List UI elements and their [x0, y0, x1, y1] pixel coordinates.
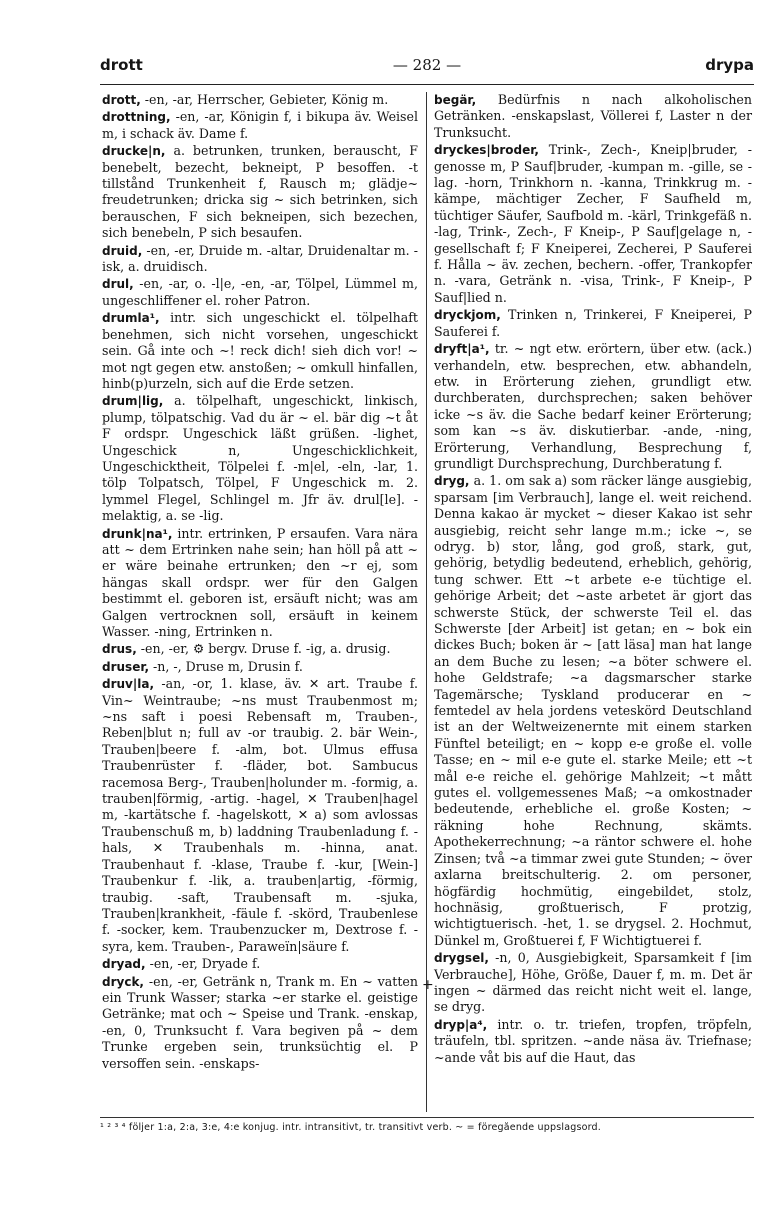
margin-mark: +	[422, 977, 434, 993]
entry-headword: dryckjom,	[434, 308, 501, 323]
dictionary-entry	[434, 307, 752, 340]
dictionary-entry	[434, 1017, 752, 1066]
entry-headword: drunk|na¹,	[102, 526, 173, 541]
page-header	[100, 56, 754, 82]
entry-headword: druser,	[102, 659, 150, 674]
entry-headword: drott,	[102, 93, 141, 107]
entry-definition: intr. o. tr. triefen, tropfen, tröpfeln, träufeln, tbl. spritzen. ~ande näsa äv. Triefnase; ~ande våt bis auf die Haut, das	[434, 1016, 752, 1065]
entry-definition: intr. ertrinken, P ersaufen. Vara nära att ~ dem Ertrinken nahe sein; han höll på att ~ er wäre beinahe ertrunken; den ~r ej, som hängas skall ordspr. wer für den Galgen bestimmt el. geboren ist, ersäuft nicht; was am Galgen vertrocknen soll, ersäuft in keinem Wasser. -ning, Ertrinken n.	[102, 525, 418, 639]
entry-definition: Trinken n, Trinkerei, F Kneiperei, P Sauferei f.	[434, 307, 752, 339]
left-column	[102, 92, 418, 1073]
dictionary-entry	[102, 659, 418, 675]
header-left-guideword: drott	[100, 56, 143, 74]
entry-headword: druid,	[102, 243, 143, 258]
entry-definition: -en, -er, Druide m. -altar, Druidenaltar m. -isk, a. druidisch.	[102, 242, 418, 275]
column-divider	[426, 92, 427, 1112]
dictionary-entry	[434, 341, 752, 472]
dictionary-entry	[102, 526, 418, 641]
entry-headword: dryg,	[434, 474, 470, 489]
entry-headword: dryckes|broder,	[434, 143, 539, 158]
entry-definition: -an, -or, 1. klase, äv. ✕ art. Traube f. Vin~ Weintraube; ~ns must Traubenmost m; ~ns saft i poesi Rebensaft m, Trauben-, Reben|blut n; full av -or traubig. 2. bär Wein-, Trauben|beere f. -alm, bot. Ulmus effusa Traubenrüster f. -fläder, bot. Sambucus racemosa Berg-, Trauben|holunder m. -formig, a. trauben|förmig, -artig. -hagel, ✕ Trauben|hagel m, -kartätsche f. -hagelskott, ✕ a) som avlossas Traubenschuß m, b) laddning Traubenladung f. -hals, ✕ Traubenhals m. -hinna, anat. Traubenhaut f. -klase, Traube f. -kur, [Wein-] Traubenkur f. -lik, a. trauben|artig, -förmig, traubig. -saft, Traubensaft m. -sjuka, Trauben|krankheit, -fäule f. -skörd, Traubenlese f. -socker, kem. Traubenzucker m, Dextrose f. -syra, kem. Trauben-, Paraweïn|säure f.	[102, 676, 418, 954]
entry-headword: dryad,	[102, 957, 146, 972]
entry-headword: drygsel,	[434, 951, 489, 966]
footnote-legend: ¹ ² ³ ⁴ följer 1:a, 2:a, 3:e, 4:e konjug. intr. intransitivt, tr. transitivt verb. ~ = föregående uppslagsord.	[100, 1122, 602, 1133]
entry-headword: dryck,	[102, 974, 144, 989]
entry-definition: Bedürfnis n nach alkoholischen Getränken. -enskapslast, Völlerei f, Laster n der Trunksucht.	[434, 92, 752, 140]
entry-headword: drum|lig,	[102, 394, 164, 409]
dictionary-entry	[102, 143, 418, 241]
entry-definition: a. betrunken, trunken, berauscht, F benebelt, bezecht, bekneipt, P besoffen. -t tillstånd Trunkenheit f, Rausch m; glädje~ freudetrunken; dricka sig ~ sich betrinken, sich berauschen, F sich bekneipen, sich bezechen, sich benebeln, P sich besaufen.	[102, 143, 418, 241]
entry-definition: -en, -ar, Herrscher, Gebieter, König m.	[140, 92, 389, 107]
entry-definition: -en, -er, ⚙ bergv. Druse f. -ig, a. drusig.	[136, 641, 391, 657]
dictionary-entry	[102, 243, 418, 276]
entry-headword: drumla¹,	[102, 311, 160, 326]
entry-definition: Trink-, Zech-, Kneip|bruder, -genosse m, P Sauf|bruder, -kumpan m. -gille, se -lag. -horn, Trinkhorn n. -kanna, Trinkkrug m. -kämpe, mächtiger Zecher, F Saufheld m, tüchtiger Säufer, Saufbold m. -kärl, Trinkgefäß n. -lag, Trink-, Zech-, F Kneip-, P Sauf|gelage n, -gesellschaft f; F Kneiperei, Zecherei, P Sauferei f. Hålla ~ äv. zechen, bechern. -offer, Trankopfer n. -vara, Getränk n. -visa, Trink-, F Kneip-, P Sauf|lied n.	[434, 142, 752, 305]
header-right-guideword: drypa	[705, 56, 754, 74]
entry-headword: begär,	[434, 93, 477, 107]
entry-headword: drottning,	[102, 110, 171, 125]
entry-definition: a. 1. om sak a) som räcker länge ausgiebig, sparsam [im Verbrauch], lange el. weit reichend. Denna kakao är mycket ~ dieser Kakao ist sehr ausgiebig, reicht sehr lange m.m.; icke ~, se odryg. b) stor, lång, god groß, stark, gut, gehörig, betydlig bedeutend, erheblich, gehörig, tung schwer. Ett ~t arbete e-e tüchtige el. gehörige Arbeit; det ~aste arbetet är gjort das schwerste Stück, der schwerste Teil el. das Schwerste [der Arbeit] ist getan; en ~ bok ein dickes Buch; boken är ~ [att läsa] man hat lange an dem Buche zu lesen; ~a böter schwere el. hohe Geldstrafe; ~a dagsmarscher starke Tagemärsche; Tyskland producerar en ~ femtedel av hela jordens veteskörd Deutschland ist an der Weltweizenernte mit einem starken Fünftel beteiligt; en ~ kopp e-e große el. volle Tasse; en ~ mil e-e gute el. starke Meile; ett ~t mål e-e reiche el. gehörige Mahlzeit; ~t mått gutes el. vollgemessenes Maß; ~a omkostnader bedeutende, erhebliche el. große Kosten; ~ räkning hohe Rechnung, skämts. Apothekerrechnung; ~a räntor schwere el. hohe Zinsen; två ~a timmar zwei gute Stunden; ~ över axlarna breitschulterig. 2. om personer, högfärdig hochmütig, eingebildet, stolz, hochnäsig, großtuerisch, F protzig, wichtigtuerisch. -het, 1. se drygsel. 2. Hochmut, Dünkel m, Großtuerei f, F Wichtigtuerei f.	[434, 473, 752, 948]
dictionary-entry	[102, 956, 418, 972]
page-number: — 282 —	[392, 56, 462, 74]
entry-definition: tr. ~ ngt etw. erörtern, über etw. (ack.) verhandeln, etw. besprechen, etw. abhandeln, etw. in Erörterung ziehen, grundligt etw. durchberaten, durchsprechen; saken behöver icke ~s äv. die Sache bedarf keiner Erörterung; som kan ~s äv. diskutierbar. -ande, -ning, Erörterung, Verhandlung, Besprechung f, grundligt Durchsprechung, Durchberatung f.	[434, 341, 752, 471]
dictionary-entry	[102, 641, 418, 657]
dictionary-entry	[434, 950, 752, 1016]
entry-headword: drul,	[102, 277, 134, 292]
entry-headword: dryp|a⁴,	[434, 1017, 488, 1032]
dictionary-entry	[434, 92, 752, 141]
entry-definition: -en, -er, Getränk n, Trank m. En ~ vatten ein Trunk Wasser; starka ~er starke el. geistige Getränke; mat och ~ Speise und Trank. -enskap, -en, 0, Trunksucht f. Vara begiven på ~ dem Trunke ergeben sein, trunksüchtig el. P versoffen sein. -enskaps-	[102, 973, 418, 1071]
entry-headword: drus,	[102, 642, 137, 657]
entry-definition: -en, -ar, o. -l|e, -en, -ar, Tölpel, Lümmel m, ungeschliffener el. roher Patron.	[102, 276, 418, 308]
dictionary-entry	[102, 276, 418, 309]
dictionary-entry	[102, 393, 418, 524]
dictionary-entry	[102, 92, 418, 108]
dictionary-entry	[102, 676, 418, 955]
footer-rule	[100, 1117, 754, 1118]
entry-headword: drucke|n,	[102, 144, 166, 159]
entry-definition: intr. sich ungeschickt el. tölpelhaft benehmen, sich nicht vorsehen, ungeschickt sein. Gå inte och ~! reck dich! sieh dich vor! ~ mot ngt gegen etw. anstoßen; ~ omkull hinfallen, hinb(p)urzeln, sich auf die Erde setzen.	[102, 310, 418, 391]
entry-definition: -n, -, Druse m, Drusin f.	[149, 658, 303, 674]
entry-definition: -en, -ar, Königin f, i bikupa äv. Weisel m, i schack äv. Dame f.	[102, 109, 418, 141]
dictionary-entry	[434, 142, 752, 306]
entry-definition: a. tölpelhaft, ungeschickt, linkisch, plump, tölpatschig. Vad du är ~ el. bär dig ~t åt F ordspr. Ungeschick läßt grüßen. -lighet, Ungeschick n, Ungeschicklichkeit, Ungeschicktheit, Tölpelei f. -m|el, -eln, -lar, 1. tölp Tolpatsch, Tölpel, F Ungeschick m. 2. lymmel Flegel, Schlingel m. Jfr äv. drul[le]. -melaktig, a. se -lig.	[102, 393, 418, 524]
entry-definition: -n, 0, Ausgiebigkeit, Sparsamkeit f [im Verbrauche], Höhe, Größe, Dauer f, m. m. Det är ingen ~ därmed das reicht nicht weit el. lange, se dryg.	[434, 950, 752, 1015]
entry-headword: dryft|a¹,	[434, 342, 490, 357]
dictionary-entry	[434, 473, 752, 949]
right-column	[434, 92, 752, 1067]
entry-definition: -en, -er, Dryade f.	[145, 956, 261, 972]
dictionary-entry	[102, 310, 418, 392]
dictionary-entry	[102, 109, 418, 142]
header-rule	[100, 84, 754, 85]
entry-headword: druv|la,	[102, 677, 155, 692]
dictionary-entry	[102, 974, 418, 1072]
